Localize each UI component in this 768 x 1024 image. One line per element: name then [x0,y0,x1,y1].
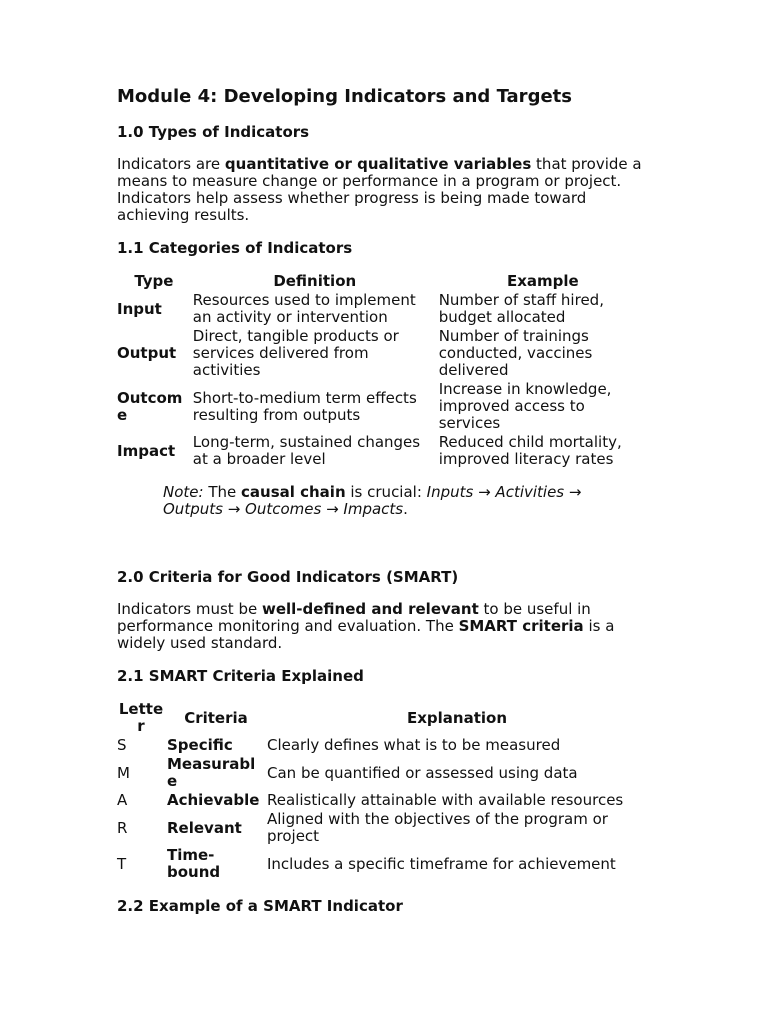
smart-text-1: Indicators must be [117,600,262,618]
smart-text-2: to be useful in performance monitoring and evaluation. The [117,600,591,635]
example-cell: Reduced child mortality, improved literacy rates [438,433,622,468]
table-header-row [117,272,647,291]
explanation-cell: Clearly defines what is to be measured [267,736,561,754]
type-cell: Impact [117,441,176,460]
letter-cell: T [117,854,127,873]
table-row [117,736,647,755]
page-title: Module 4: Developing Indicators and Targets [117,86,572,107]
definition-cell: Short-to-medium term effects resulting from outputs [192,388,417,424]
section-heading-types: 1.0 Types of Indicators [117,123,310,141]
document-page [117,86,647,915]
example-cell: Increase in knowledge, improved access to services [438,380,612,432]
table-row [117,380,647,433]
criteria-cell: Relevant [167,818,242,837]
definition-cell: Resources used to implement an activity or intervention [192,291,416,326]
smart-paragraph [117,601,647,652]
types-paragraph [117,156,647,224]
table-row [117,327,647,380]
smart-text-3: is a widely used standard. [117,617,615,652]
note-label: Note: [163,483,204,501]
type-cell: Outcome [117,388,183,424]
table-row [117,291,647,327]
letter-cell: A [117,791,128,809]
header-type: Type [134,272,174,290]
table-row [117,810,647,846]
example-cell: Number of trainings conducted, vaccines delivered [438,327,593,379]
criteria-cell: Time-bound [167,846,221,881]
header-letter: Letter [118,700,164,735]
smart-table [117,700,647,882]
header-example: Example [506,272,579,290]
type-cell: Output [117,344,177,362]
header-definition: Definition [273,272,357,290]
note-chain: Inputs → Activities → Outputs → Outcomes → Impacts [163,483,582,518]
section-heading-smart-explained: 2.1 SMART Criteria Explained [117,667,364,685]
categories-table [117,272,647,469]
section-heading-smart: 2.0 Criteria for Good Indicators (SMART) [117,568,459,586]
criteria-cell: Specific [167,736,233,754]
smart-bold-1: well-defined and relevant [261,600,479,618]
definition-cell: Direct, tangible products or services delivered from activities [192,327,399,379]
header-criteria: Criteria [184,708,248,727]
section-heading-categories: 1.1 Categories of Indicators [117,239,353,257]
note-bold: causal chain [241,483,346,501]
types-text-2: that provide a means to measure change or performance in a program or project. Indicators help assess whether progress is being made toward achieving results. [117,155,642,224]
explanation-cell: Includes a specific timeframe for achievement [267,854,616,873]
letter-cell: S [117,736,127,754]
criteria-cell: Achievable [167,791,260,809]
criteria-cell: Measurable [167,755,256,790]
types-text-1: Indicators are [117,155,225,173]
example-cell: Number of staff hired, budget allocated [438,291,604,326]
explanation-cell: Realistically attainable with available resources [267,791,624,809]
table-row [117,846,647,882]
note-end: . [403,500,408,518]
causal-chain-note [163,484,613,518]
section-heading-smart-example: 2.2 Example of a SMART Indicator [117,897,403,915]
explanation-cell: Aligned with the objectives of the program or project [267,810,608,845]
table-row [117,755,647,791]
note-text-2: is crucial: [345,483,427,501]
table-row [117,433,647,469]
note-text-1: The [203,483,241,501]
letter-cell: M [117,763,130,782]
header-explanation: Explanation [406,708,508,727]
type-cell: Input [117,299,162,318]
table-header-row [117,700,647,736]
letter-cell: R [117,818,128,837]
types-text-bold: quantitative or qualitative variables [224,155,532,173]
explanation-cell: Can be quantified or assessed using data [267,763,578,782]
table-row [117,791,647,810]
definition-cell: Long-term, sustained changes at a broader level [192,433,421,468]
smart-bold-2: SMART criteria [458,617,584,635]
